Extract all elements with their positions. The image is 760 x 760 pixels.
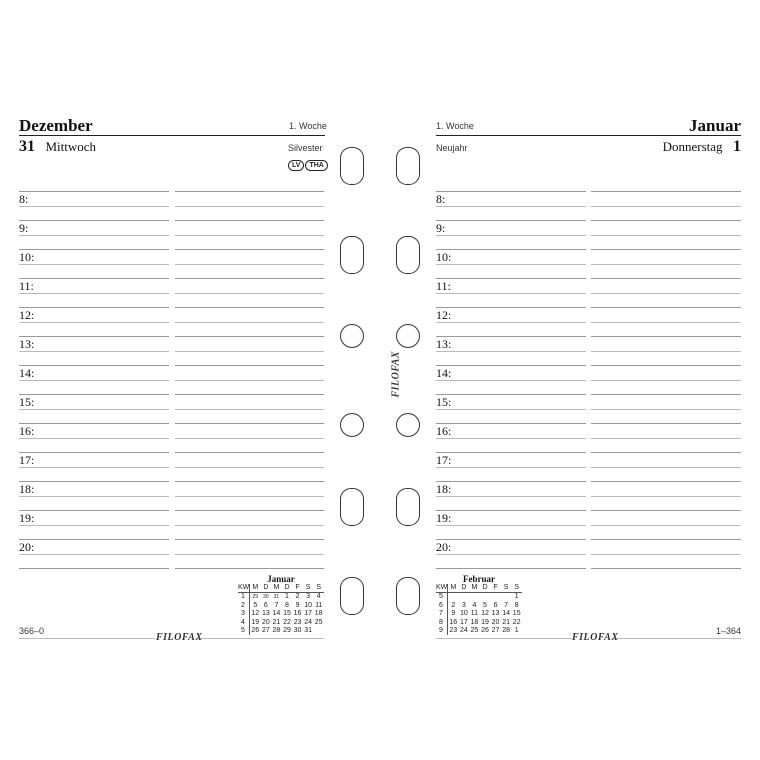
mini-calendar-day: 7 bbox=[274, 601, 279, 609]
mini-calendar-day: 5 bbox=[483, 601, 487, 609]
right-mini-calendar-grid bbox=[436, 584, 522, 635]
mini-calendar-day: 31 bbox=[304, 627, 313, 635]
hour-line bbox=[19, 351, 169, 352]
hour-line bbox=[436, 293, 586, 294]
half-hour-line bbox=[175, 278, 324, 279]
half-hour-line bbox=[19, 220, 169, 221]
mini-calendar-week-number: 6 bbox=[436, 602, 448, 610]
hour-label: 18: bbox=[436, 482, 452, 496]
half-hour-line bbox=[436, 568, 586, 569]
mini-calendar-day: 15 bbox=[512, 610, 521, 618]
half-hour-line bbox=[591, 336, 741, 337]
mini-calendar-week-number: 5 bbox=[238, 627, 250, 635]
mini-calendar-day: 1 bbox=[514, 593, 519, 601]
half-hour-line bbox=[591, 423, 741, 424]
mini-calendar-header: KW bbox=[238, 584, 250, 593]
hour-line bbox=[436, 351, 586, 352]
binder-hole bbox=[396, 236, 420, 274]
mini-calendar-day: 14 bbox=[272, 610, 281, 618]
mini-calendar-day: 2 bbox=[295, 593, 300, 601]
hour-line bbox=[591, 235, 741, 236]
half-hour-line bbox=[591, 307, 741, 308]
mini-calendar-day: 31 bbox=[273, 594, 280, 601]
mini-calendar-day: 2 bbox=[451, 601, 456, 609]
half-hour-line bbox=[175, 336, 324, 337]
hour-label: 15: bbox=[19, 395, 35, 409]
hour-label: 13: bbox=[19, 337, 35, 351]
hour-line bbox=[19, 322, 169, 323]
hour-line bbox=[175, 235, 324, 236]
half-hour-line bbox=[175, 394, 324, 395]
half-hour-line bbox=[175, 191, 324, 192]
half-hour-line bbox=[19, 278, 169, 279]
half-hour-line bbox=[175, 539, 324, 540]
half-hour-line bbox=[175, 510, 324, 511]
binder-hole bbox=[396, 147, 420, 185]
mini-calendar-day: 12 bbox=[481, 610, 489, 618]
hour-label: 11: bbox=[19, 279, 34, 293]
mini-calendar-day: 9 bbox=[295, 601, 300, 609]
hour-label: 10: bbox=[19, 250, 35, 264]
hour-line bbox=[19, 467, 169, 468]
hour-line bbox=[591, 409, 741, 410]
mini-calendar-day bbox=[469, 593, 480, 601]
mini-calendar-day: 8 bbox=[514, 601, 519, 609]
hour-line bbox=[175, 322, 324, 323]
binder-hole bbox=[340, 488, 364, 526]
mini-calendar-day: 21 bbox=[272, 618, 281, 626]
half-hour-line bbox=[436, 423, 586, 424]
hour-line bbox=[436, 264, 586, 265]
mini-calendar-day: 20 bbox=[261, 618, 270, 626]
binder-hole bbox=[340, 577, 364, 615]
binder-hole bbox=[340, 413, 364, 437]
mini-calendar-day bbox=[448, 593, 459, 601]
mini-calendar-day: 4 bbox=[472, 601, 477, 609]
mini-calendar-day: 8 bbox=[285, 601, 289, 609]
right-week-label: 1. Woche bbox=[436, 121, 474, 131]
mini-calendar-day: 19 bbox=[481, 618, 489, 626]
half-hour-line bbox=[175, 220, 324, 221]
mini-calendar-day: 7 bbox=[504, 601, 509, 609]
hour-line bbox=[175, 438, 324, 439]
hour-line bbox=[591, 293, 741, 294]
hour-line bbox=[19, 496, 169, 497]
binder-hole bbox=[340, 236, 364, 274]
hour-line bbox=[19, 235, 169, 236]
half-hour-line bbox=[19, 452, 169, 453]
half-hour-line bbox=[19, 568, 169, 569]
hour-label: 9: bbox=[436, 221, 446, 235]
hour-line bbox=[175, 467, 324, 468]
hour-line bbox=[175, 206, 324, 207]
mini-calendar-day: 25 bbox=[470, 627, 479, 635]
mini-calendar-day bbox=[501, 593, 512, 601]
mini-calendar-week-number: 8 bbox=[436, 619, 448, 627]
half-hour-line bbox=[591, 568, 741, 569]
half-hour-line bbox=[19, 394, 169, 395]
mini-calendar-day: 22 bbox=[512, 618, 521, 626]
right-page-code: 1–364 bbox=[715, 626, 741, 636]
mini-calendar-header: M bbox=[271, 584, 282, 593]
hour-label: 17: bbox=[19, 453, 35, 467]
hour-line bbox=[175, 554, 324, 555]
mini-calendar-day: 28 bbox=[272, 627, 281, 635]
mini-calendar-day: 27 bbox=[261, 627, 270, 635]
hour-line bbox=[436, 525, 586, 526]
left-day-heading bbox=[19, 138, 96, 156]
hour-label: 9: bbox=[19, 221, 29, 235]
right-day-heading bbox=[663, 138, 741, 156]
mini-calendar-header: F bbox=[292, 584, 303, 593]
hour-label: 19: bbox=[19, 511, 35, 525]
left-badges bbox=[287, 154, 328, 172]
mini-calendar-day: 26 bbox=[481, 627, 489, 635]
hour-line bbox=[591, 554, 741, 555]
mini-calendar-header: M bbox=[469, 584, 480, 593]
right-holiday: Neujahr bbox=[436, 143, 468, 153]
half-hour-line bbox=[436, 278, 586, 279]
half-hour-line bbox=[19, 510, 169, 511]
right-day-name: Donnerstag bbox=[662, 139, 723, 154]
mini-calendar-day: 15 bbox=[283, 610, 291, 618]
mini-calendar-header: S bbox=[303, 584, 314, 593]
hour-line bbox=[436, 409, 586, 410]
half-hour-line bbox=[436, 452, 586, 453]
badge-lv: LV bbox=[288, 160, 304, 171]
hour-line bbox=[19, 206, 169, 207]
binder-hole bbox=[396, 413, 420, 437]
binder-hole bbox=[340, 324, 364, 348]
mini-calendar-week-number: 1 bbox=[238, 593, 250, 601]
hour-label: 8: bbox=[19, 192, 29, 206]
half-hour-line bbox=[436, 510, 586, 511]
mini-calendar-header: S bbox=[313, 584, 324, 593]
hour-label: 16: bbox=[19, 424, 35, 438]
left-mini-calendar-title: Januar bbox=[267, 574, 295, 584]
left-day-number: 31 bbox=[19, 138, 35, 155]
half-hour-line bbox=[175, 568, 324, 569]
hour-line bbox=[591, 380, 741, 381]
mini-calendar-day bbox=[459, 593, 470, 601]
right-footer-rule bbox=[436, 638, 572, 639]
half-hour-line bbox=[591, 452, 741, 453]
mini-calendar-day: 18 bbox=[314, 610, 323, 618]
hour-line bbox=[19, 293, 169, 294]
hour-line bbox=[436, 380, 586, 381]
hour-line bbox=[591, 496, 741, 497]
left-week-label: 1. Woche bbox=[289, 121, 327, 131]
half-hour-line bbox=[19, 307, 169, 308]
half-hour-line bbox=[19, 249, 169, 250]
mini-calendar-day: 4 bbox=[316, 593, 321, 601]
hour-line bbox=[19, 554, 169, 555]
mini-calendar-week-number: 7 bbox=[436, 610, 448, 618]
mini-calendar-header: D bbox=[459, 584, 470, 593]
hour-line bbox=[591, 467, 741, 468]
half-hour-line bbox=[591, 365, 741, 366]
mini-calendar-day: 6 bbox=[263, 601, 268, 609]
mini-calendar-header: F bbox=[490, 584, 501, 593]
hour-line bbox=[175, 380, 324, 381]
mini-calendar-day bbox=[313, 627, 324, 635]
half-hour-line bbox=[436, 539, 586, 540]
hour-label: 16: bbox=[436, 424, 452, 438]
half-hour-line bbox=[591, 539, 741, 540]
mini-calendar-day: 17 bbox=[304, 610, 313, 618]
mini-calendar-day: 20 bbox=[491, 618, 500, 626]
half-hour-line bbox=[591, 510, 741, 511]
hour-label: 11: bbox=[436, 279, 451, 293]
hour-label: 15: bbox=[436, 395, 452, 409]
hour-line bbox=[19, 438, 169, 439]
half-hour-line bbox=[19, 336, 169, 337]
mini-calendar-week-number: 5 bbox=[436, 593, 448, 601]
hour-line bbox=[436, 467, 586, 468]
mini-calendar-day: 29 bbox=[283, 627, 291, 635]
mini-calendar-day: 19 bbox=[251, 618, 260, 626]
mini-calendar-day: 22 bbox=[283, 618, 291, 626]
half-hour-line bbox=[591, 191, 741, 192]
mini-calendar-day: 3 bbox=[306, 593, 311, 601]
mini-calendar-day: 24 bbox=[459, 627, 468, 635]
mini-calendar-day: 5 bbox=[253, 601, 258, 609]
mini-calendar-week-number: 9 bbox=[436, 627, 448, 635]
hour-line bbox=[175, 496, 324, 497]
left-filofax-logo: FILOFAX bbox=[156, 632, 203, 643]
hour-label: 10: bbox=[436, 250, 452, 264]
half-hour-line bbox=[436, 191, 586, 192]
right-mini-calendar-title: Februar bbox=[463, 574, 495, 584]
half-hour-line bbox=[175, 452, 324, 453]
half-hour-line bbox=[19, 539, 169, 540]
half-hour-line bbox=[19, 481, 169, 482]
hour-line bbox=[19, 409, 169, 410]
mini-calendar-day: 11 bbox=[470, 610, 479, 618]
mini-calendar-week-number: 3 bbox=[238, 610, 250, 618]
half-hour-line bbox=[175, 423, 324, 424]
mini-calendar-day: 18 bbox=[470, 618, 479, 626]
mini-calendar-day: 27 bbox=[491, 627, 500, 635]
hour-label: 13: bbox=[436, 337, 452, 351]
hour-line bbox=[436, 235, 586, 236]
mini-calendar-header: D bbox=[261, 584, 272, 593]
hour-line bbox=[436, 496, 586, 497]
half-hour-line bbox=[175, 481, 324, 482]
right-day-number: 1 bbox=[733, 138, 741, 155]
mini-calendar-header: S bbox=[511, 584, 522, 593]
hour-line bbox=[436, 206, 586, 207]
half-hour-line bbox=[591, 481, 741, 482]
mini-calendar-day bbox=[490, 593, 501, 601]
right-mini-calendar bbox=[436, 574, 522, 635]
half-hour-line bbox=[175, 249, 324, 250]
hour-line bbox=[591, 351, 741, 352]
half-hour-line bbox=[19, 191, 169, 192]
half-hour-line bbox=[19, 423, 169, 424]
right-header-rule bbox=[436, 135, 741, 136]
mini-calendar-header: D bbox=[480, 584, 491, 593]
mini-calendar-header: M bbox=[448, 584, 459, 593]
mini-calendar-day: 13 bbox=[261, 610, 270, 618]
mini-calendar-day: 23 bbox=[293, 618, 302, 626]
half-hour-line bbox=[175, 365, 324, 366]
mini-calendar-day: 25 bbox=[314, 618, 323, 626]
hour-label: 14: bbox=[19, 366, 35, 380]
hour-line bbox=[591, 322, 741, 323]
hour-label: 18: bbox=[19, 482, 35, 496]
hour-label: 20: bbox=[436, 540, 452, 554]
hour-line bbox=[591, 525, 741, 526]
mini-calendar-day: 1 bbox=[285, 593, 289, 601]
hour-label: 12: bbox=[19, 308, 35, 322]
left-holiday: Silvester bbox=[288, 143, 323, 153]
left-footer-rule-2 bbox=[196, 638, 324, 639]
left-footer-rule bbox=[19, 638, 155, 639]
half-hour-line bbox=[591, 278, 741, 279]
mini-calendar-day: 30 bbox=[263, 594, 269, 601]
hour-line bbox=[175, 409, 324, 410]
hour-label: 12: bbox=[436, 308, 452, 322]
hour-line bbox=[436, 554, 586, 555]
hour-line bbox=[436, 438, 586, 439]
mini-calendar-day: 3 bbox=[461, 601, 466, 609]
binder-hole bbox=[396, 577, 420, 615]
half-hour-line bbox=[591, 249, 741, 250]
mini-calendar-day: 30 bbox=[293, 627, 302, 635]
binder-filofax-logo: FILOFAX bbox=[390, 351, 402, 398]
mini-calendar-day: 12 bbox=[251, 610, 260, 618]
mini-calendar-day: 6 bbox=[493, 601, 498, 609]
half-hour-line bbox=[436, 220, 586, 221]
mini-calendar-day bbox=[480, 593, 491, 601]
hour-label: 8: bbox=[436, 192, 446, 206]
hour-line bbox=[591, 264, 741, 265]
mini-calendar-day: 1 bbox=[514, 627, 519, 635]
half-hour-line bbox=[436, 365, 586, 366]
right-footer-rule-2 bbox=[612, 638, 741, 639]
half-hour-line bbox=[436, 336, 586, 337]
mini-calendar-day: 28 bbox=[502, 627, 511, 635]
left-mini-calendar bbox=[238, 574, 324, 635]
left-mini-calendar-grid bbox=[238, 584, 324, 635]
left-page-code: 366–0 bbox=[19, 626, 45, 636]
left-header-rule bbox=[19, 135, 325, 136]
mini-calendar-day: 17 bbox=[459, 618, 468, 626]
hour-line bbox=[175, 264, 324, 265]
hour-line bbox=[19, 380, 169, 381]
left-day-name: Mittwoch bbox=[45, 139, 97, 154]
mini-calendar-day: 21 bbox=[502, 618, 511, 626]
mini-calendar-day: 26 bbox=[251, 627, 260, 635]
mini-calendar-day: 23 bbox=[449, 627, 458, 635]
hour-label: 19: bbox=[436, 511, 452, 525]
mini-calendar-day: 14 bbox=[502, 610, 511, 618]
mini-calendar-header: S bbox=[501, 584, 512, 593]
hour-line bbox=[591, 438, 741, 439]
mini-calendar-week-number: 4 bbox=[238, 619, 250, 627]
mini-calendar-header: D bbox=[282, 584, 293, 593]
hour-line bbox=[591, 206, 741, 207]
half-hour-line bbox=[436, 394, 586, 395]
hour-line bbox=[175, 293, 324, 294]
binder-hole bbox=[396, 488, 420, 526]
hour-line bbox=[436, 322, 586, 323]
right-month-title: Januar bbox=[689, 116, 741, 135]
mini-calendar-week-number: 2 bbox=[238, 602, 250, 610]
mini-calendar-day: 10 bbox=[304, 601, 313, 609]
mini-calendar-day: 13 bbox=[491, 610, 500, 618]
hour-line bbox=[19, 264, 169, 265]
left-month-title: Dezember bbox=[19, 116, 93, 135]
badge-tha: THA bbox=[305, 160, 327, 171]
right-filofax-logo: FILOFAX bbox=[572, 632, 619, 643]
mini-calendar-day: 24 bbox=[304, 618, 313, 626]
half-hour-line bbox=[175, 307, 324, 308]
mini-calendar-day: 29 bbox=[252, 594, 259, 601]
hour-label: 14: bbox=[436, 366, 452, 380]
mini-calendar-day: 16 bbox=[449, 618, 458, 626]
half-hour-line bbox=[436, 249, 586, 250]
mini-calendar-header: KW bbox=[436, 584, 448, 593]
binder-hole bbox=[340, 147, 364, 185]
half-hour-line bbox=[436, 481, 586, 482]
half-hour-line bbox=[591, 394, 741, 395]
hour-label: 20: bbox=[19, 540, 35, 554]
mini-calendar-day: 9 bbox=[451, 610, 456, 618]
mini-calendar-day: 16 bbox=[293, 610, 302, 618]
half-hour-line bbox=[591, 220, 741, 221]
hour-line bbox=[175, 525, 324, 526]
hour-label: 17: bbox=[436, 453, 452, 467]
binder-hole bbox=[396, 324, 420, 348]
mini-calendar-day: 11 bbox=[315, 601, 323, 609]
mini-calendar-header: M bbox=[250, 584, 261, 593]
hour-line bbox=[175, 351, 324, 352]
half-hour-line bbox=[19, 365, 169, 366]
half-hour-line bbox=[436, 307, 586, 308]
hour-line bbox=[19, 525, 169, 526]
mini-calendar-day: 10 bbox=[459, 610, 468, 618]
